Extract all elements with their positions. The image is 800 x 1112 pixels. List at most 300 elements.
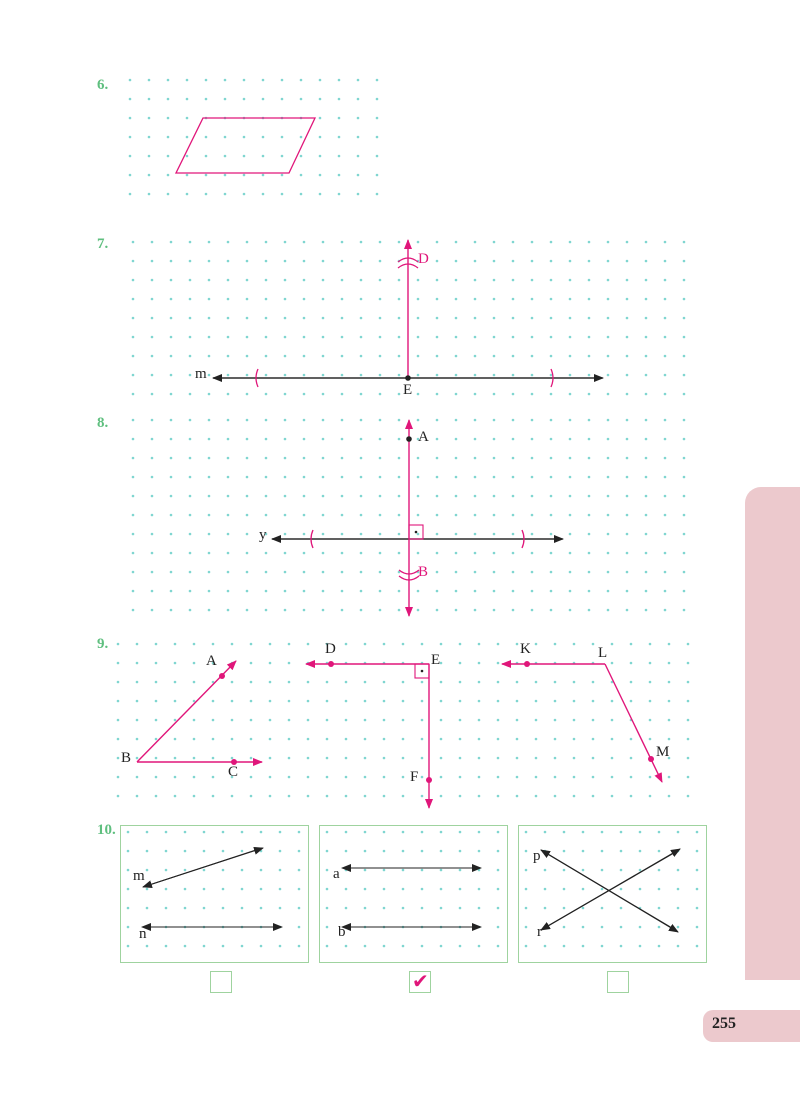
grid-dot xyxy=(364,869,367,872)
grid-dot xyxy=(303,514,306,517)
grid-dot xyxy=(611,719,614,722)
grid-dot xyxy=(683,533,686,536)
grid-dot xyxy=(535,719,538,722)
grid-dot xyxy=(626,279,629,282)
grid-dot xyxy=(436,590,439,593)
grid-dot xyxy=(649,719,652,722)
grid-dot xyxy=(117,643,120,646)
grid-dot xyxy=(345,869,348,872)
grid-dot xyxy=(189,457,192,460)
grid-dot xyxy=(360,457,363,460)
grid-dot xyxy=(136,795,139,798)
grid-dot xyxy=(117,662,120,665)
grid-dot xyxy=(186,79,189,82)
grid-dot xyxy=(227,476,230,479)
grid-dot xyxy=(189,260,192,263)
grid-dot xyxy=(535,776,538,779)
grid-dot xyxy=(265,279,268,282)
grid-dot xyxy=(398,438,401,441)
line-m-10b xyxy=(143,848,263,887)
grid-dot xyxy=(592,795,595,798)
grid-dot xyxy=(146,850,149,853)
grid-dot xyxy=(246,317,249,320)
grid-dot xyxy=(478,850,481,853)
grid-dot xyxy=(288,738,291,741)
grid-dot xyxy=(398,279,401,282)
grid-dot xyxy=(402,719,405,722)
grid-dot xyxy=(573,700,576,703)
grid-dot xyxy=(478,907,481,910)
grid-dot xyxy=(260,907,263,910)
grid-dot xyxy=(341,241,344,244)
grid-dot xyxy=(649,681,652,684)
grid-dot xyxy=(303,438,306,441)
grid-dot xyxy=(398,317,401,320)
grid-dot xyxy=(151,571,154,574)
grid-dot xyxy=(146,945,149,948)
grid-dot xyxy=(525,869,528,872)
grid-dot xyxy=(611,662,614,665)
grid-dot xyxy=(284,495,287,498)
grid-dot xyxy=(474,260,477,263)
grid-dot xyxy=(269,662,272,665)
grid-dot xyxy=(417,609,420,612)
grid-dot xyxy=(155,719,158,722)
grid-dot xyxy=(421,850,424,853)
grid-dot xyxy=(569,260,572,263)
grid-dot xyxy=(189,298,192,301)
grid-dot xyxy=(588,533,591,536)
grid-dot xyxy=(664,393,667,396)
grid-dot xyxy=(279,850,282,853)
grid-dot xyxy=(383,643,386,646)
grid-dot xyxy=(298,926,301,929)
grid-dot xyxy=(189,590,192,593)
grid-dot xyxy=(626,533,629,536)
grid-dot xyxy=(402,643,405,646)
grid-dot xyxy=(512,298,515,301)
grid-dot xyxy=(402,831,405,834)
grid-dot xyxy=(516,738,519,741)
grid-dot xyxy=(512,609,515,612)
grid-dot xyxy=(326,945,329,948)
grid-dot xyxy=(440,795,443,798)
grid-dot xyxy=(357,98,360,101)
grid-dot xyxy=(588,241,591,244)
grid-dot xyxy=(639,945,642,948)
grid-dot xyxy=(298,831,301,834)
grid-dot xyxy=(212,738,215,741)
grid-dot xyxy=(493,457,496,460)
grid-dot xyxy=(531,374,534,377)
grid-dot xyxy=(569,609,572,612)
grid-dot xyxy=(148,136,151,139)
grid-dot xyxy=(607,393,610,396)
grid-dot xyxy=(246,438,249,441)
grid-dot xyxy=(132,260,135,263)
grid-dot xyxy=(563,907,566,910)
label-m-7: m xyxy=(195,366,207,382)
grid-dot xyxy=(186,117,189,120)
grid-dot xyxy=(360,514,363,517)
grid-dot xyxy=(132,355,135,358)
grid-dot xyxy=(284,260,287,263)
grid-dot xyxy=(550,457,553,460)
grid-dot xyxy=(531,495,534,498)
grid-dot xyxy=(269,681,272,684)
grid-dot xyxy=(379,438,382,441)
grid-dot xyxy=(493,317,496,320)
grid-dot xyxy=(189,571,192,574)
point-d-9 xyxy=(328,661,334,667)
grid-dot xyxy=(402,776,405,779)
grid-dot xyxy=(189,552,192,555)
grid-dot xyxy=(205,193,208,196)
grid-dot xyxy=(440,907,443,910)
grid-dot xyxy=(265,336,268,339)
grid-dot xyxy=(402,681,405,684)
grid-dot xyxy=(398,241,401,244)
grid-dot xyxy=(205,79,208,82)
grid-dot xyxy=(300,98,303,101)
grid-dot xyxy=(379,393,382,396)
grid-dot xyxy=(398,476,401,479)
grid-dot xyxy=(364,681,367,684)
grid-dot xyxy=(189,241,192,244)
grid-dot xyxy=(222,888,225,891)
grid-dot xyxy=(512,355,515,358)
grid-dot xyxy=(136,738,139,741)
grid-dot xyxy=(246,609,249,612)
grid-dot xyxy=(677,926,680,929)
grid-dot xyxy=(696,888,699,891)
grid-dot xyxy=(440,757,443,760)
grid-dot xyxy=(645,609,648,612)
grid-dot xyxy=(421,757,424,760)
grid-dot xyxy=(208,317,211,320)
grid-dot xyxy=(493,571,496,574)
grid-dot xyxy=(436,495,439,498)
grid-dot xyxy=(607,590,610,593)
grid-dot xyxy=(319,136,322,139)
grid-dot xyxy=(319,193,322,196)
grid-dot xyxy=(243,79,246,82)
grid-dot xyxy=(436,552,439,555)
grid-dot xyxy=(205,136,208,139)
grid-dot xyxy=(398,393,401,396)
grid-dot xyxy=(205,155,208,158)
label-d-7: D xyxy=(418,251,429,267)
grid-dot xyxy=(683,438,686,441)
grid-dot xyxy=(658,888,661,891)
grid-dot xyxy=(630,757,633,760)
grid-dot xyxy=(279,907,282,910)
grid-dot xyxy=(440,700,443,703)
grid-dot xyxy=(626,355,629,358)
grid-dot xyxy=(620,888,623,891)
grid-dot xyxy=(338,193,341,196)
grid-dot xyxy=(683,393,686,396)
grid-dot xyxy=(630,795,633,798)
grid-dot xyxy=(455,552,458,555)
grid-dot xyxy=(319,79,322,82)
grid-dot xyxy=(208,609,211,612)
label-b-10: b xyxy=(338,924,346,940)
grid-dot xyxy=(607,260,610,263)
grid-dot xyxy=(664,260,667,263)
grid-dot xyxy=(129,193,132,196)
grid-dot xyxy=(170,552,173,555)
label-y-8: y xyxy=(259,527,267,543)
grid-dot xyxy=(345,738,348,741)
grid-dot xyxy=(376,193,379,196)
grid-dot xyxy=(265,552,268,555)
grid-dot xyxy=(649,738,652,741)
grid-dot xyxy=(167,174,170,177)
grid-dot xyxy=(227,374,230,377)
grid-dot xyxy=(345,831,348,834)
grid-dot xyxy=(497,945,500,948)
grid-dot xyxy=(260,869,263,872)
ray-lm xyxy=(605,664,662,782)
grid-dot xyxy=(246,419,249,422)
grid-dot xyxy=(664,317,667,320)
grid-dot xyxy=(668,700,671,703)
grid-dot xyxy=(193,700,196,703)
grid-dot xyxy=(132,393,135,396)
grid-dot xyxy=(132,438,135,441)
grid-dot xyxy=(417,393,420,396)
grid-dot xyxy=(554,719,557,722)
grid-dot xyxy=(279,831,282,834)
grid-dot xyxy=(364,850,367,853)
grid-dot xyxy=(281,174,284,177)
grid-dot xyxy=(440,643,443,646)
dot-grid xyxy=(117,79,699,948)
grid-dot xyxy=(478,700,481,703)
grid-dot xyxy=(279,945,282,948)
grid-dot xyxy=(620,869,623,872)
grid-dot xyxy=(189,438,192,441)
grid-dot xyxy=(402,850,405,853)
grid-dot xyxy=(436,279,439,282)
grid-dot xyxy=(265,298,268,301)
grid-dot xyxy=(284,552,287,555)
grid-dot xyxy=(284,298,287,301)
grid-dot xyxy=(170,476,173,479)
grid-dot xyxy=(357,79,360,82)
grid-dot xyxy=(626,374,629,377)
grid-dot xyxy=(186,193,189,196)
grid-dot xyxy=(626,552,629,555)
grid-dot xyxy=(262,136,265,139)
grid-dot xyxy=(341,533,344,536)
grid-dot xyxy=(203,831,206,834)
grid-dot xyxy=(360,317,363,320)
grid-dot xyxy=(455,374,458,377)
grid-dot xyxy=(170,260,173,263)
grid-dot xyxy=(664,514,667,517)
grid-dot xyxy=(170,438,173,441)
grid-dot xyxy=(341,374,344,377)
grid-dot xyxy=(298,850,301,853)
grid-dot xyxy=(151,495,154,498)
grid-dot xyxy=(184,850,187,853)
grid-dot xyxy=(281,98,284,101)
right-angle-dot-8 xyxy=(415,531,418,534)
grid-dot xyxy=(440,831,443,834)
grid-dot xyxy=(184,869,187,872)
grid-dot xyxy=(193,757,196,760)
grid-dot xyxy=(592,681,595,684)
grid-dot xyxy=(626,457,629,460)
grid-dot xyxy=(345,945,348,948)
grid-dot xyxy=(174,795,177,798)
grid-dot xyxy=(260,888,263,891)
grid-dot xyxy=(186,98,189,101)
grid-dot xyxy=(322,514,325,517)
grid-dot xyxy=(224,193,227,196)
grid-dot xyxy=(129,98,132,101)
grid-dot xyxy=(478,662,481,665)
grid-dot xyxy=(607,609,610,612)
grid-dot xyxy=(146,869,149,872)
grid-dot xyxy=(246,336,249,339)
grid-dot xyxy=(155,738,158,741)
grid-dot xyxy=(683,355,686,358)
grid-dot xyxy=(341,298,344,301)
grid-dot xyxy=(165,945,168,948)
grid-dot xyxy=(588,336,591,339)
grid-dot xyxy=(436,533,439,536)
grid-dot xyxy=(531,609,534,612)
grid-dot xyxy=(677,869,680,872)
grid-dot xyxy=(383,738,386,741)
grid-dot xyxy=(474,393,477,396)
grid-dot xyxy=(170,317,173,320)
grid-dot xyxy=(607,279,610,282)
grid-dot xyxy=(243,174,246,177)
grid-dot xyxy=(227,571,230,574)
grid-dot xyxy=(497,795,500,798)
grid-dot xyxy=(136,700,139,703)
grid-dot xyxy=(174,643,177,646)
grid-dot xyxy=(563,945,566,948)
grid-dot xyxy=(341,476,344,479)
grid-dot xyxy=(262,193,265,196)
grid-dot xyxy=(129,155,132,158)
grid-dot xyxy=(281,79,284,82)
grid-dot xyxy=(677,945,680,948)
grid-dot xyxy=(284,438,287,441)
grid-dot xyxy=(189,336,192,339)
grid-dot xyxy=(588,571,591,574)
grid-dot xyxy=(620,926,623,929)
grid-dot xyxy=(155,662,158,665)
grid-dot xyxy=(455,438,458,441)
grid-dot xyxy=(265,476,268,479)
grid-dot xyxy=(345,907,348,910)
grid-dot xyxy=(569,298,572,301)
grid-dot xyxy=(341,495,344,498)
grid-dot xyxy=(174,662,177,665)
grid-dot xyxy=(417,419,420,422)
grid-dot xyxy=(493,260,496,263)
grid-dot xyxy=(376,79,379,82)
grid-dot xyxy=(531,457,534,460)
grid-dot xyxy=(478,776,481,779)
grid-dot xyxy=(497,662,500,665)
grid-dot xyxy=(208,457,211,460)
grid-dot xyxy=(383,700,386,703)
grid-dot xyxy=(265,374,268,377)
grid-dot xyxy=(360,533,363,536)
point-m-9 xyxy=(648,756,654,762)
grid-dot xyxy=(531,393,534,396)
grid-dot xyxy=(417,336,420,339)
grid-dot xyxy=(379,374,382,377)
grid-dot xyxy=(284,419,287,422)
grid-dot xyxy=(436,514,439,517)
label-a-9: A xyxy=(206,653,217,669)
grid-dot xyxy=(193,776,196,779)
grid-dot xyxy=(265,393,268,396)
grid-dot xyxy=(224,98,227,101)
grid-dot xyxy=(601,869,604,872)
grid-dot xyxy=(455,476,458,479)
grid-dot xyxy=(117,681,120,684)
grid-dot xyxy=(193,719,196,722)
grid-dot xyxy=(550,552,553,555)
grid-dot xyxy=(601,850,604,853)
grid-dot xyxy=(189,317,192,320)
grid-dot xyxy=(322,241,325,244)
grid-dot xyxy=(683,298,686,301)
grid-dot xyxy=(300,155,303,158)
grid-dot xyxy=(478,757,481,760)
grid-dot xyxy=(550,590,553,593)
grid-dot xyxy=(459,907,462,910)
grid-dot xyxy=(360,571,363,574)
grid-dot xyxy=(117,757,120,760)
grid-dot xyxy=(459,831,462,834)
grid-dot xyxy=(696,869,699,872)
grid-dot xyxy=(601,907,604,910)
grid-dot xyxy=(265,438,268,441)
grid-dot xyxy=(664,495,667,498)
grid-dot xyxy=(417,476,420,479)
grid-dot xyxy=(246,279,249,282)
grid-dot xyxy=(345,776,348,779)
grid-dot xyxy=(322,336,325,339)
exercise-number-6: 6. xyxy=(97,77,109,93)
grid-dot xyxy=(525,945,528,948)
label-k-9: K xyxy=(520,641,531,657)
grid-dot xyxy=(360,355,363,358)
grid-dot xyxy=(151,419,154,422)
grid-dot xyxy=(246,571,249,574)
grid-dot xyxy=(645,298,648,301)
grid-dot xyxy=(639,926,642,929)
grid-dot xyxy=(146,831,149,834)
grid-dot xyxy=(544,945,547,948)
grid-dot xyxy=(129,174,132,177)
grid-dot xyxy=(569,571,572,574)
grid-dot xyxy=(379,533,382,536)
grid-dot xyxy=(208,552,211,555)
grid-dot xyxy=(493,590,496,593)
grid-dot xyxy=(222,850,225,853)
